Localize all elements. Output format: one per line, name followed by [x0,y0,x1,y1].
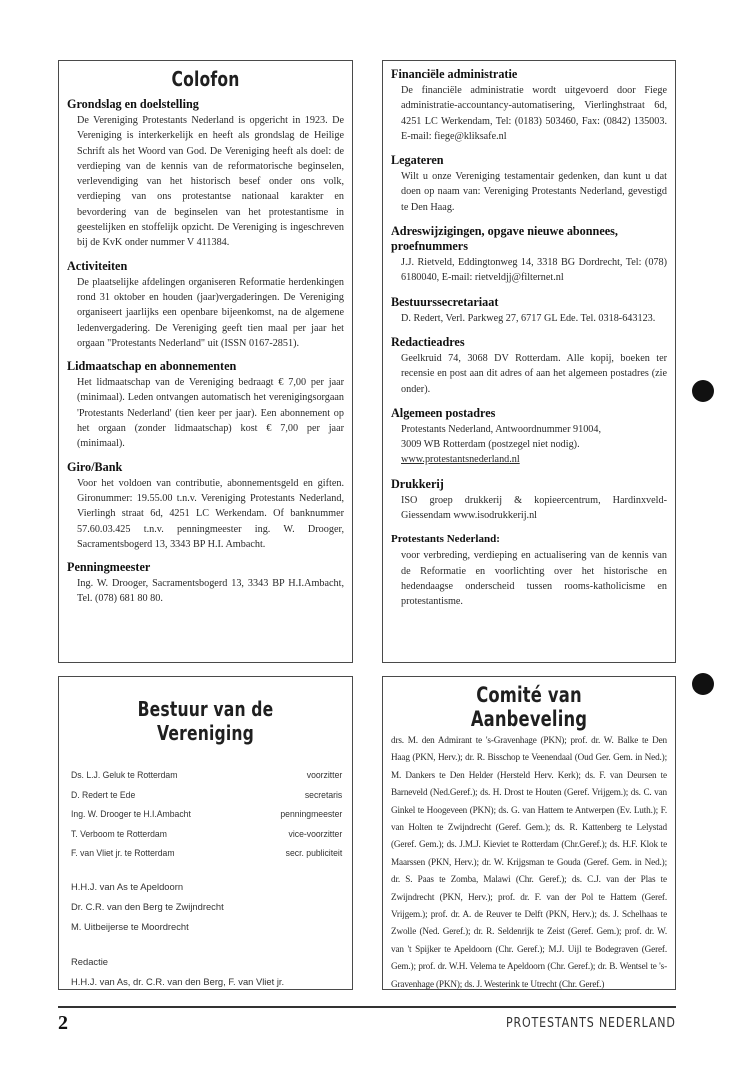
section-text-activiteiten: De plaatselijke afdelingen organiseren Reformatie herdenkingen rond 31 oktober en houden (jaar)vergaderingen. De Vereniging organiseert jaarlijks een openbare bijeenkomst, na de algemene ledenvergadering. De Vereniging geeft tien maal per jaar het orgaan "Protestants Nederland" uit (ISSN 0167-2851). [77,276,344,349]
officer-row [71,765,342,785]
section-text-grondslag: De Vereniging Protestants Nederland is opgericht in 1923. De Vereniging is interkerkelijk en heeft als grondslag de Heilige Schrift als het Woord van God. De Vereniging heeft als doel: de verdieping van de kennis van de reformatorische beginselen, verlevendiging van het historisch besef onder ons volk, verdieping van ons protestantse nationaal karakter en bevordering van de beginselen van het protestantisme in geestelijken en stoffelijk opzicht. De Vereniging is ingeschreven bij de KvK onder nummer V 411384. [77,115,344,249]
section-heading-protestants-nederland: Protestants Nederland: [391,533,500,546]
officer-name: F. van Vliet jr. te Rotterdam [71,847,175,858]
officer-row [71,785,342,805]
comite-box [382,676,676,990]
member-item: Dr. C.R. van den Berg te Zwijndrecht [71,900,224,912]
officer-role: vice-voorzitter [288,827,343,839]
officer-role: secr. publiciteit [285,847,343,858]
section-text-bestuurssecretariaat: D. Redert, Verl. Parkweg 27, 6717 GL Ede. Tel. 0318-643123. [401,312,656,324]
publication-name: PROTESTANTS NEDERLAND [506,1016,676,1031]
section-text-giro-bank: Voor het voldoen van contributie, abonnementsgeld en giften. Gironummer: 19.55.00 t.n.v. Vereniging Protestants Nederland, Vierlingh straat 6d, 4251 LC Werkendam. Of banknummer 57.60.03.425 t.n.v. penningmeester ing. W. Drooger, Sacramentsbogerd 13, 3343 BP H.I. Ambacht. [77,477,344,550]
section-text-redactieadres: Geelkruid 74, 3068 DV Rotterdam. Alle kopij, boeken ter recensie en post aan dit adres of aan het algemeen postadres (zie onder). [401,352,667,395]
comite-title: Comité van Aanbeveling [470,683,588,731]
section-heading-lidmaatschap: Lidmaatschap en abonnementen [67,359,237,374]
postadres-line-1: Protestants Nederland, Antwoordnummer 91004, [401,423,602,435]
section-heading-grondslag: Grondslag en doelstelling [67,97,199,111]
section-text-drukkerij: ISO groep drukkerij & kopieercentrum, Hardinxveld-Giessendam www.isodrukkerij.nl [401,494,667,522]
section-text-lidmaatschap: Het lidmaatschap van de Vereniging bedraagt € 7,00 per jaar (minimaal). Leden ontvangen automatisch het verenigingsorgaan 'Protestants Nederland' (tien keer per jaar). Een abonnement op het orgaan (zonder lidmaatschap) kost € 7,00 per jaar (minimaal). [77,377,344,450]
section-text-penningmeester: Ing. W. Drooger, Sacramentsbogerd 13, 3343 BP H.I.Ambacht, Tel. (078) 681 80 80. [77,578,344,605]
contacts-box [382,60,676,663]
officer-name: Ing. W. Drooger te H.I.Ambacht [71,808,191,819]
section-heading-activiteiten: Activiteiten [67,258,128,273]
section-text-adreswijzigingen: J.J. Rietveld, Eddingtonweg 14, 3318 BG Dordrecht, Tel: (078) 6180040, E-mail: rietveldjj@filternet.nl [401,257,667,284]
officer-role: voorzitter [306,769,343,780]
colofon-title: Colofon [171,67,240,91]
footer-rule [58,1006,676,1008]
bestuur-title: Bestuur van de Vereniging [137,697,274,745]
section-heading-algemeen-postadres: Algemeen postadres [391,405,496,420]
punch-hole [692,673,714,695]
officer-row [71,824,342,844]
page-number: 2 [58,1012,68,1034]
members-list [67,877,344,937]
bestuur-box [58,676,353,990]
officer-role: penningmeester [280,808,343,819]
officer-name: D. Redert te Ede [71,788,136,800]
redactie-names: H.H.J. van As, dr. C.R. van den Berg, F. van Vliet jr. [71,975,285,987]
officer-row [71,804,342,824]
section-text-protestants-nederland: voor verbreding, verdieping en actualisering van de kennis van de Reformatie en voorlichting over het historische en hedendaagse onderscheid tussen rooms-katholicisme en protestantisme. [401,550,667,608]
redactie-label: Redactie [71,955,109,967]
section-heading-bestuurssecretariaat: Bestuurssecretariaat [391,294,499,309]
section-text-legateren: Wilt u onze Vereniging testamentair gedenken, dan kunt u dat doen op naam van: Vereniging Protestants Nederland, gevestigd te Den Haag. [401,171,667,213]
website-link[interactable] [401,452,667,467]
section-heading-redactieadres: Redactieadres [391,334,465,349]
colofon-box [58,60,353,663]
member-item: H.H.J. van As te Apeldoorn [71,880,184,892]
officer-name: Ds. L.J. Geluk te Rotterdam [71,769,178,780]
punch-hole [692,380,714,402]
website-link-text[interactable]: www.protestantsnederland.nl [401,454,520,466]
section-heading-drukkerij: Drukkerij [391,476,444,491]
section-heading-adreswijzigingen: Adreswijzigingen, opgave nieuwe abonnees, proefnummers [391,224,618,254]
officer-row [71,843,342,863]
officers-list [67,765,344,863]
member-item: M. Uitbeijerse te Moordrecht [71,920,189,932]
section-text-financiele-administratie: De financiële administratie wordt uitgevoerd door Fiege administratie-accountancy-automatisering, Vierlinghstraat 6d, 4251 LC Werkendam, Tel: (0183) 503460, Fax: (0842) 135003. E-mail: fiege@kliksafe.nl [401,85,667,142]
comite-text: drs. M. den Admirant te 's-Gravenhage (PKN); prof. dr. W. Balke te Den Haag (PKN, Herv.); dr. R. Bisschop te Veenendaal (Oud Ger. Gem. in Ned.); M. Dankers te Den Helder (Hersteld Herv. Kerk); ds. F. van Deursen te Barneveld (Ned.Geref.); ds. H. Drost te Houten (Geref. Vrijgem.); ds. C. van Ginkel te Hoogeveen (PKN); ds. G. van Hattem te Antwerpen (Ev. Luth.); F. van Holten te Zwijndrecht (Geref. Gem.); ds. R. Kattenberg te Lelystad (Geref. Gem.); ds. J.M.J. Kieviet te Rotterdam (Chr.Geref.); ds. H.F. Klok te Maarssen (PKN, Herv.); dr. W. Krijgsman te Gouda (Geref. Gem. in Ned.); dr. S. Paas te Zomba, Malawi (Chr. Geref.); ds. C.J. van der Plas te Zwijndrecht (PKN, Herv.); prof. dr. F. van der Pol te Hattem (Geref. Vrijgem.); prof. dr. A. de Reuver te Delft (PKN, Herv.); ds. J. Schelhaas te Zwolle (Ned. Geref.); dr. R. Seldenrijk te Zeist (Geref. Gem.); prof. dr. W. van 't Spijker te Apeldoorn (Chr. Geref.); M.J. Uijl te Bodegraven (Geref. Gem.); prof. dr. W.H. Velema te Apeldoorn (Chr. Geref.); dr. B. Wentsel te 's-Gravenhage (PKN); ds. J. Westerink te Utrecht (Chr. Geref.) [391,735,667,989]
officer-name: T. Verboom te Rotterdam [71,827,167,839]
section-heading-legateren: Legateren [391,153,444,168]
section-heading-penningmeester: Penningmeester [67,560,151,575]
officer-role: secretaris [304,788,343,800]
section-heading-giro-bank: Giro/Bank [67,459,123,474]
postadres-line-2: 3009 WB Rotterdam (postzegel niet nodig). [401,439,580,451]
section-heading-financiele-administratie: Financiële administratie [391,67,518,81]
